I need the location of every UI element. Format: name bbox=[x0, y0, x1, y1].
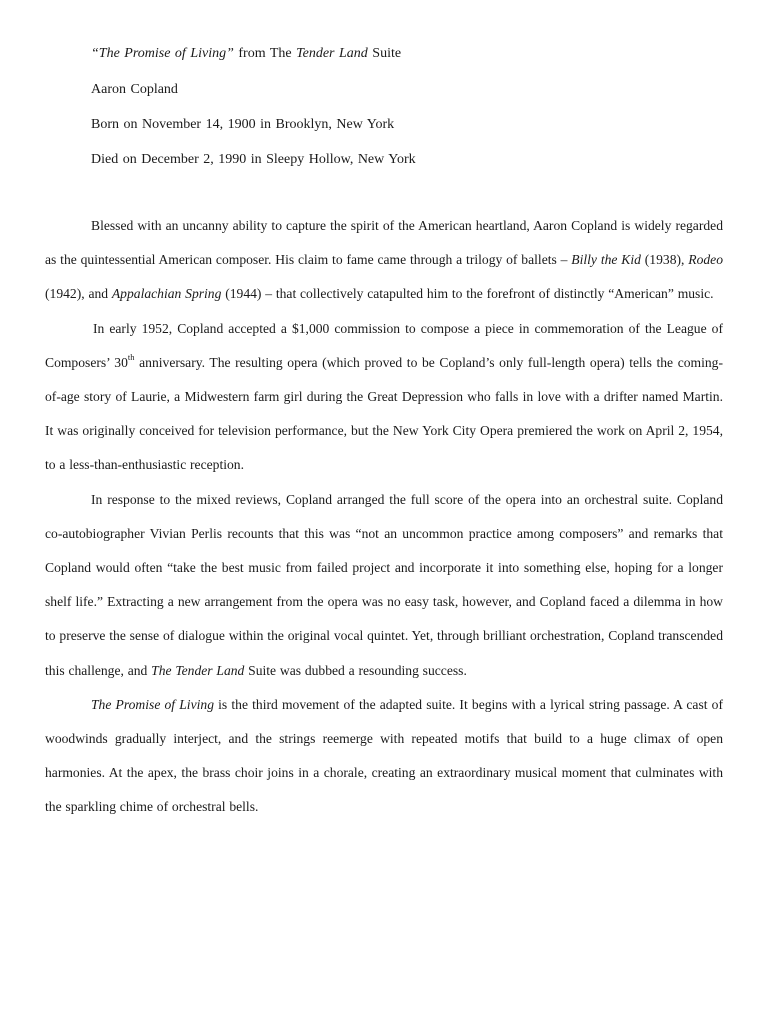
piece-title bbox=[91, 45, 401, 63]
ordinal-superscript: th bbox=[127, 351, 135, 362]
title-suite: Suite bbox=[367, 46, 402, 61]
title-from: from The bbox=[233, 46, 297, 61]
ballet-rodeo: Rodeo bbox=[688, 252, 723, 268]
title-italic: “The Promise of Living” bbox=[91, 46, 234, 61]
title-suite-italic: Tender Land bbox=[296, 46, 368, 61]
ballet-appalachian-spring: Appalachian Spring bbox=[111, 286, 222, 302]
suite-title-italic: The Tender Land bbox=[151, 662, 245, 678]
movement-title-italic: The Promise of Living bbox=[91, 696, 214, 712]
composer-name: Aaron Copland bbox=[91, 82, 178, 97]
paragraph-4: The Promise of Living is the third movement of the adapted suite. It begins with a lyrical string passage. A cast of woodwinds gradually interject, and the strings reemerge with repeated motifs that build to a huge climax of open harmonies. At the apex, the brass choir joins in a chorale, creating an extraordinary musical moment that culminates with the sparkling chime of orchestral bells. bbox=[45, 696, 723, 815]
article-body bbox=[45, 209, 723, 825]
death-info: Died on December 2, 1990 in Sleepy Hollow, New York bbox=[91, 152, 416, 167]
paragraph-2: In early 1952, Copland accepted a $1,000 commission to compose a piece in commemoration of the League of Composers’ 30th anniversary. The resulting opera (which proved to be Copland’s only full-length opera) tells the coming-of-age story of Laurie, a Midwestern farm girl during the Great Depression who falls in love with a drifter named Martin. It was originally conceived for television performance, but the New York City Opera premiered the work on April 2, 1954, to a less-than-enthusiastic reception. bbox=[45, 320, 723, 473]
paragraph-1: Blessed with an uncanny ability to capture the spirit of the American heartland, Aaron Copland is widely regarded as the quintessential American composer. His claim to fame came through a trilogy of ballets – Billy the Kid (1938), Rodeo (1942), and Appalachian Spring (1944) – that collectively catapulted him to the forefront of distinctly “American” music. bbox=[45, 218, 723, 302]
ballet-billy-the-kid: Billy the Kid bbox=[571, 252, 641, 268]
paragraph-3: In response to the mixed reviews, Copland arranged the full score of the opera into an orchestral suite. Copland co-autobiographer Vivian Perlis recounts that this was “not an uncommon practice among composers” and remarks that Copland would often “take the best music from failed project and incorporate it into something else, hoping for a longer shelf life.” Extracting a new arrangement from the opera was no easy task, however, and Copland faced a dilemma in how to preserve the sense of dialogue within the original vocal quintet. Yet, through brilliant orchestration, Copland transcended this challenge, and The Tender Land Suite was dubbed a resounding success. bbox=[45, 491, 723, 678]
birth-info: Born on November 14, 1900 in Brooklyn, New York bbox=[91, 117, 395, 132]
